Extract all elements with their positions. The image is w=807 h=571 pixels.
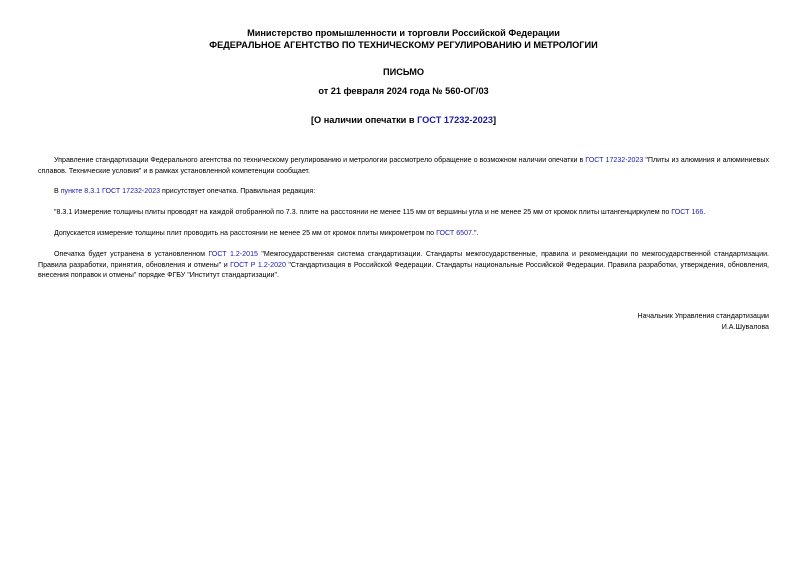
p1-gost-link[interactable]: ГОСТ 17232-2023 bbox=[585, 156, 644, 164]
paragraph-5 bbox=[38, 249, 769, 281]
p2-text-b: присутствует опечатка. Правильная редакция: bbox=[160, 187, 316, 195]
p4-gost-link[interactable]: ГОСТ 6507 bbox=[436, 229, 472, 237]
paragraph-4 bbox=[38, 228, 769, 239]
agency-name: ФЕДЕРАЛЬНОЕ АГЕНТСТВО ПО ТЕХНИЧЕСКОМУ РЕГУЛИРОВАНИЮ И МЕТРОЛОГИИ bbox=[209, 39, 598, 50]
p1-text-a: Управление стандартизации Федерального агентства по техническому регулированию и метрологии рассмотрело обращение о возможном наличии опечатки в bbox=[54, 156, 586, 164]
p1-text-b: "Плиты из алюминия и алюминиевых сплавов. Технические условия" и в рамках установленной компетенции сообщает. bbox=[38, 156, 769, 175]
paragraph-3 bbox=[38, 207, 769, 218]
paragraph-1 bbox=[38, 155, 769, 176]
signature-position: Начальник Управления стандартизации bbox=[637, 312, 769, 320]
subject-gost-link[interactable]: ГОСТ 17232-2023 bbox=[417, 115, 493, 125]
document-header bbox=[0, 28, 807, 51]
letter-title: ПИСЬМО bbox=[382, 67, 425, 77]
p3-text-b: . bbox=[703, 208, 706, 216]
p4-text-b: .". bbox=[472, 229, 479, 237]
p3-text-a: "8.3.1 Измерение толщины плиты проводят на каждой отобранной по 7.3. плите на расстоянии не менее 115 мм от вершины угла и не менее 25 мм от кромок плиты штангенциркулем по bbox=[54, 208, 672, 216]
subject-prefix: [О наличии опечатки в bbox=[311, 115, 418, 125]
subject-suffix: ] bbox=[492, 115, 496, 125]
p5-gost-link-2[interactable]: ГОСТ Р 1.2-2020 bbox=[230, 260, 286, 269]
signature-block bbox=[638, 311, 770, 332]
paragraph-2 bbox=[38, 186, 769, 197]
letter-subject bbox=[0, 115, 807, 125]
p5-text-c: "Стандартизация в Российской Федерации. Стандарты национальные Российской Федерации. Правила разработки, утверждения, обновления, внесения поправок и отмены" порядке ФГБУ "Институт стандартизации". bbox=[38, 260, 770, 279]
p5-text-b: "Межгосударственная система стандартизации. Стандарты межгосударственные, правила и рекомендации по межгосударственной стандартизации. Правила разработки, принятия, обновления и отмены" и bbox=[38, 250, 769, 269]
p5-gost-link-1[interactable]: ГОСТ 1.2-2015 bbox=[208, 250, 258, 258]
ministry-name: Министерство промышленности и торговли Российской Федерации bbox=[247, 28, 560, 38]
letter-date: от 21 февраля 2024 года № 560-ОГ/03 bbox=[318, 86, 489, 96]
p2-clause-link[interactable]: пункте 8.3.1 ГОСТ 17232-2023 bbox=[60, 187, 161, 195]
p3-gost-link[interactable]: ГОСТ 166 bbox=[671, 208, 704, 216]
p5-text-a: Опечатка будет устранена в установленном bbox=[54, 250, 209, 258]
p2-text-a: В bbox=[54, 187, 61, 195]
p4-text-a: Допускается измерение толщины плит проводить на расстоянии не менее 25 мм от кромок плиты микрометром по bbox=[54, 229, 437, 237]
signature-name: И.А.Шувалова bbox=[721, 322, 769, 331]
